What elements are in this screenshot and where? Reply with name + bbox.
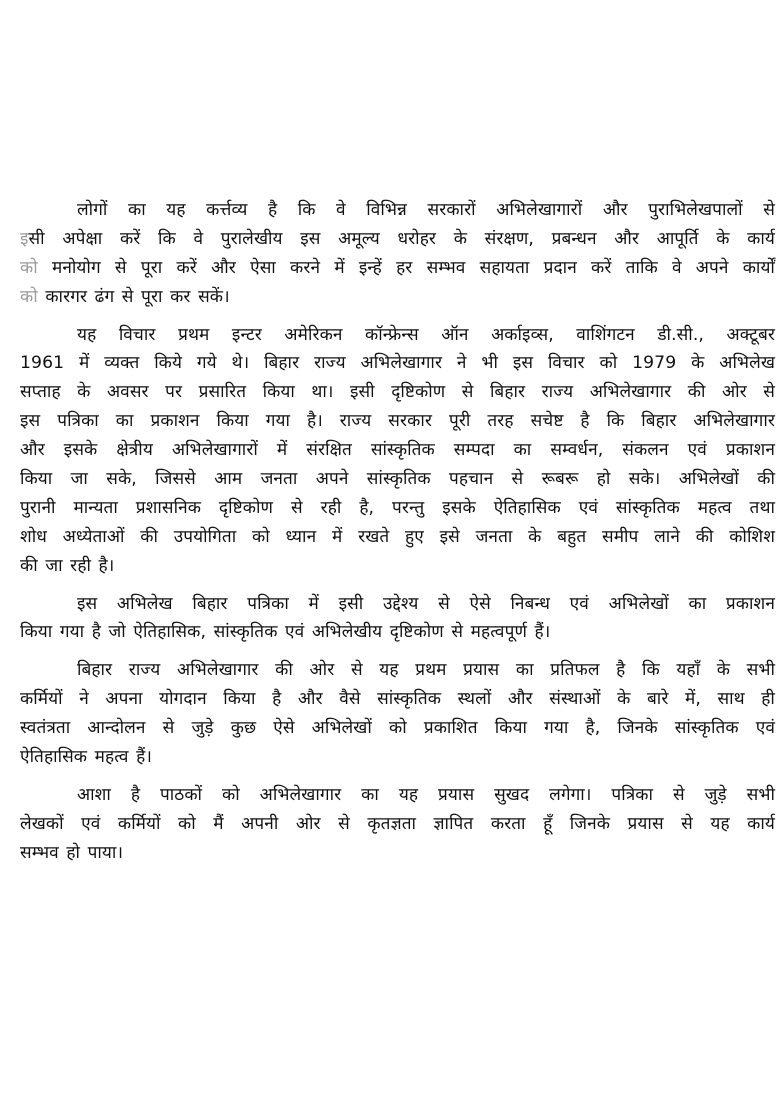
text-line: की जा रही है। <box>20 555 115 576</box>
text-line: और इसके क्षेत्रीय अभिलेखागारों में संरक्षित सांस्कृतिक सम्पदा का सम्वर्धन, संकलन एवं प्रकाशन <box>20 440 775 461</box>
text-line: इस पत्रिका का प्रकाशन किया गया है। राज्य सरकार पूरी तरह सचेष्ट है कि बिहार अभिलेखागार <box>20 411 775 432</box>
text-line: को मनोयोग से पूरा करें और ऐसा करने में इन्हें हर सम्भव सहायता प्रदान करें ताकि वे अपने कार्यों <box>20 257 775 278</box>
text-line: किया जा सके, जिससे आम जनता अपने सांस्कृतिक पहचान से रूबरू हो सके। अभिलेखों की <box>20 469 775 490</box>
paragraph-2 <box>20 321 775 581</box>
paragraph-5 <box>20 781 775 868</box>
paragraph-4 <box>20 656 775 772</box>
text-line: इस अभिलेख बिहार पत्रिका में इसी उद्देश्य से ऐसे निबन्ध एवं अभिलेखों का प्रकाशन <box>77 593 775 614</box>
text-line: लेखकों एवं कर्मियों को मैं अपनी ओर से कृतज्ञता ज्ञापित करता हूँ जिनके प्रयास से यह कार्य <box>20 813 775 834</box>
text-line: यह विचार प्रथम इन्टर अमेरिकन कॉन्फ्रेन्स ऑन अर्काइव्स, वाशिंगटन डी.सी., अक्टूबर <box>77 324 775 345</box>
text-line: ऐतिहासिक महत्व हैं। <box>20 747 152 768</box>
text-line: इसी अपेक्षा करें कि वे पुरालेखीय इस अमूल्य धरोहर के संरक्षण, प्रबन्धन और आपूर्ति के कार्य <box>20 228 775 249</box>
text-line: कर्मियों ने अपना योगदान किया है और वैसे सांस्कृतिक स्थलों और संस्थाओं के बारे में, साथ ही <box>20 689 775 710</box>
text-line: स्वतंत्रता आन्दोलन से जुड़े कुछ ऐसे अभिलेखों को प्रकाशित किया गया है, जिनके सांस्कृतिक एवं <box>20 718 775 739</box>
text-line: सम्भव हो पाया। <box>20 842 124 863</box>
paragraph-3 <box>20 590 775 648</box>
text-line: किया गया है जो ऐतिहासिक, सांस्कृतिक एवं अभिलेखीय दृष्टिकोण से महत्वपूर्ण हैं। <box>20 622 551 643</box>
text-line: आशा है पाठकों को अभिलेखागार का यह प्रयास सुखद लगेगा। पत्रिका से जुड़े सभी <box>77 784 775 805</box>
text-line: शोध अध्येताओं की उपयोगिता को ध्यान में रखते हुए इसे जनता के बहुत समीप लाने की कोशिश <box>20 526 775 547</box>
text-line: बिहार राज्य अभिलेखागार की ओर से यह प्रथम प्रयास का प्रतिफल है कि यहाँ के सभी <box>77 660 775 681</box>
document-body <box>20 196 775 877</box>
text-line: को कारगर ढंग से पूरा कर सकें। <box>20 286 230 307</box>
paragraph-1 <box>20 196 775 312</box>
text-line: सप्ताह के अवसर पर प्रसारित किया था। इसी दृष्टिकोण से बिहार राज्य अभिलेखागार की ओर से <box>20 382 775 403</box>
text-line: 1961 में व्यक्त किये गये थे। बिहार राज्य अभिलेखागार ने भी इस विचार को 1979 के अभिलेख <box>20 353 775 374</box>
text-line: लोगों का यह कर्त्तव्य है कि वे विभिन्न सरकारों अभिलेखागारों और पुराभिलेखपालों से <box>77 200 775 220</box>
text-line: पुरानी मान्यता प्रशासनिक दृष्टिकोण से रही है, परन्तु इसके ऐतिहासिक एवं सांस्कृतिक महत्व तथा <box>20 497 775 518</box>
